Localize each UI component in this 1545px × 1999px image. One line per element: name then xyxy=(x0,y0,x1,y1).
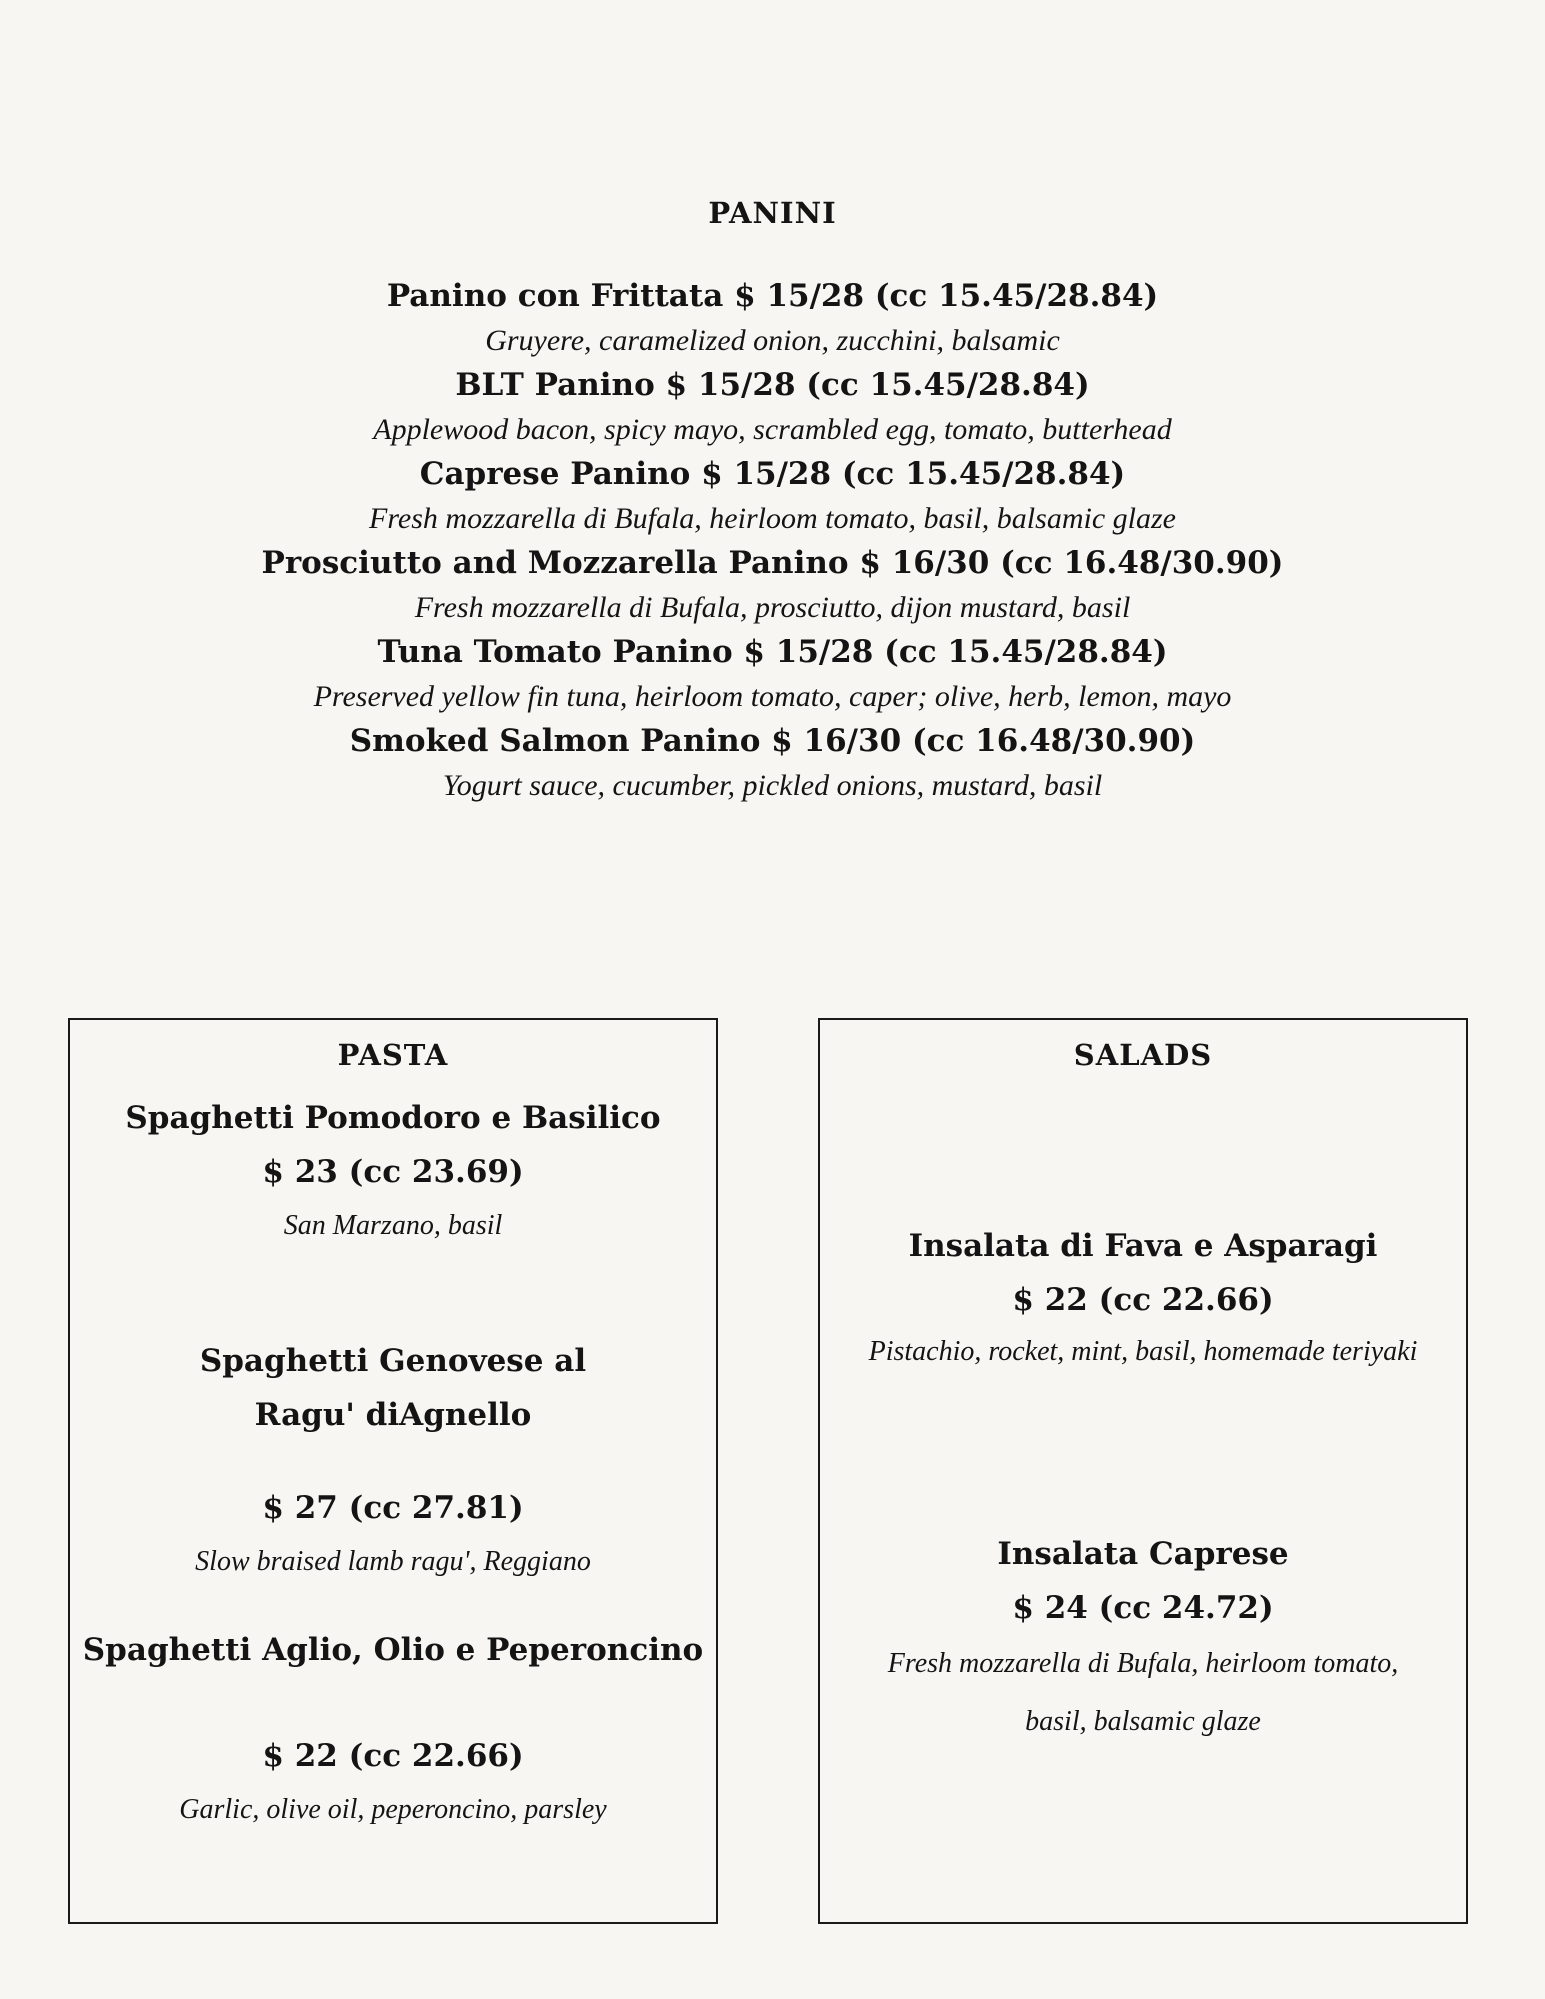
menu-item-name: Smoked Salmon Panino $ 16/30 (cc 16.48/30.90) xyxy=(349,723,1196,759)
dish-name: Ragu' diAgnello xyxy=(254,1397,532,1433)
menu-item-description: Gruyere, caramelized onion, zucchini, balsamic xyxy=(485,324,1060,357)
pasta-section xyxy=(68,1018,718,1924)
menu-item-name: BLT Panino $ 15/28 (cc 15.45/28.84) xyxy=(455,367,1090,403)
salads-section xyxy=(818,1018,1468,1924)
menu-item-name: Panino con Frittata $ 15/28 (cc 15.45/28.84) xyxy=(386,278,1159,314)
dish-description: Pistachio, rocket, mint, basil, homemade teriyaki xyxy=(868,1336,1418,1367)
menu-item-name: Prosciutto and Mozzarella Panino $ 16/30 (cc 16.48/30.90) xyxy=(261,545,1284,581)
dish-price: $ 23 (cc 23.69) xyxy=(262,1154,524,1190)
pasta-heading: PASTA xyxy=(337,1038,449,1072)
dish-price: $ 27 (cc 27.81) xyxy=(262,1490,524,1526)
dish-name: Spaghetti Aglio, Olio e Peperoncino xyxy=(82,1632,704,1668)
dish-name: Spaghetti Pomodoro e Basilico xyxy=(125,1100,661,1136)
panini-heading: PANINI xyxy=(708,196,837,230)
dish-price: $ 22 (cc 22.66) xyxy=(1012,1282,1274,1318)
dish-description: Garlic, olive oil, peperoncino, parsley xyxy=(179,1794,607,1825)
menu-item-description: Preserved yellow fin tuna, heirloom tomato, caper; olive, herb, lemon, mayo xyxy=(313,680,1232,713)
salads-heading: SALADS xyxy=(1073,1038,1213,1072)
dish-name: Spaghetti Genovese al xyxy=(199,1343,587,1379)
dish-name: Insalata di Fava e Asparagi xyxy=(908,1228,1378,1264)
dish-price: $ 22 (cc 22.66) xyxy=(262,1738,524,1774)
dish-description: basil, balsamic glaze xyxy=(1025,1706,1261,1737)
menu-item-description: Yogurt sauce, cucumber, pickled onions, mustard, basil xyxy=(442,769,1103,802)
menu-item-description: Fresh mozzarella di Bufala, heirloom tomato, basil, balsamic glaze xyxy=(369,502,1176,535)
menu-item-description: Fresh mozzarella di Bufala, prosciutto, dijon mustard, basil xyxy=(414,591,1131,624)
dish-description: Fresh mozzarella di Bufala, heirloom tomato, xyxy=(887,1648,1399,1679)
menu-item-description: Applewood bacon, spicy mayo, scrambled egg, tomato, butterhead xyxy=(373,413,1172,446)
menu-item-name: Caprese Panino $ 15/28 (cc 15.45/28.84) xyxy=(419,456,1126,492)
dish-description: San Marzano, basil xyxy=(283,1210,503,1241)
dish-price: $ 24 (cc 24.72) xyxy=(1012,1590,1274,1626)
dish-name: Insalata Caprese xyxy=(997,1536,1289,1572)
dish-description: Slow braised lamb ragu', Reggiano xyxy=(195,1546,591,1577)
menu-item-name: Tuna Tomato Panino $ 15/28 (cc 15.45/28.84) xyxy=(377,634,1168,670)
